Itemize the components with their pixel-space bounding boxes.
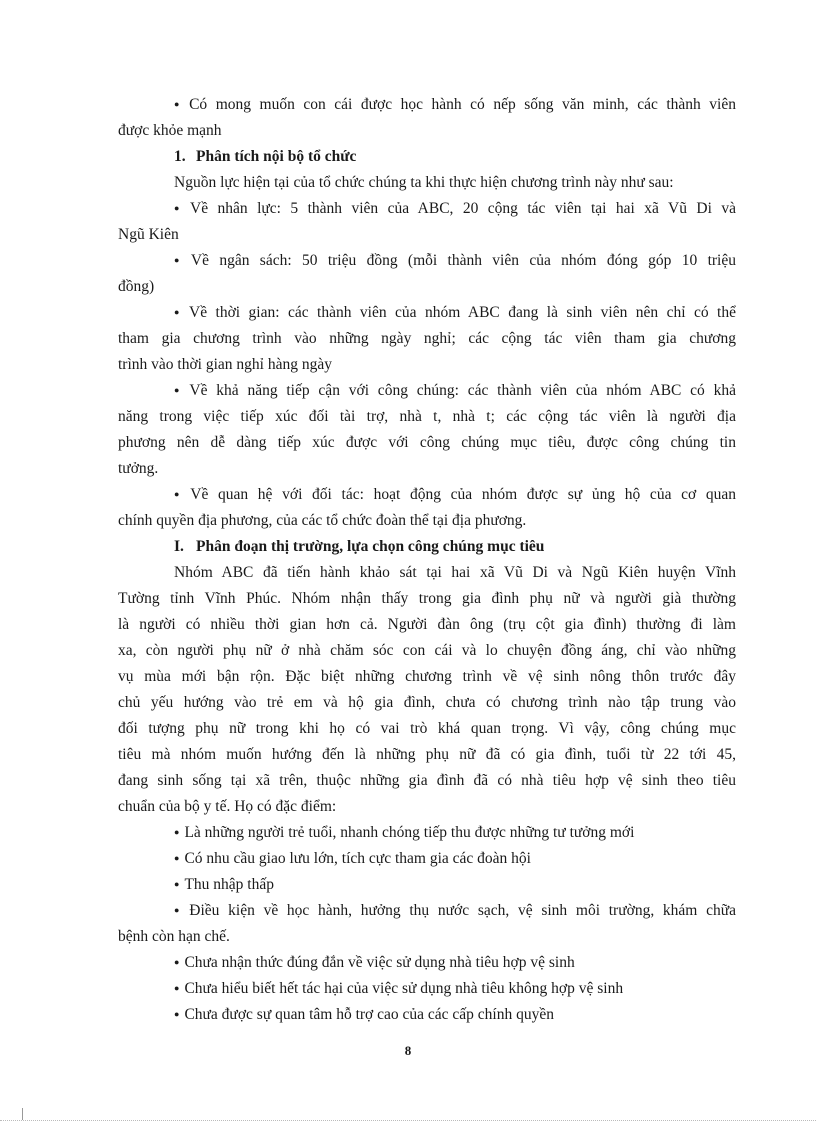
text-line: tiêu mà nhóm muốn hướng đến là những phụ nữ đã có gia đình, tuổi từ 22 tới 45, — [118, 746, 736, 763]
text-line: chủ yếu hướng vào trẻ em và hộ gia đình, chưa có chương trình nào tập trung vào — [118, 694, 736, 711]
text-line: được khỏe mạnh — [118, 122, 222, 139]
section-title: Phân đoạn thị trường, lựa chọn công chúng mục tiêu — [196, 538, 545, 555]
bullet-line: ● Có mong muốn con cái được học hành có nếp sống văn minh, các thành viên — [174, 92, 736, 118]
text-line: chuẩn của bộ y tế. Họ có đặc điểm: — [118, 798, 337, 815]
text-line: chính quyền địa phương, của các tổ chức đoàn thể tại địa phương. — [118, 512, 527, 529]
text-line: là người có nhiều thời gian hơn cả. Người đàn ông (trụ cột gia đình) thường đi làm — [118, 616, 736, 633]
bullet-line: ● Chưa nhận thức đúng đắn về việc sử dụng nhà tiêu hợp vệ sinh — [174, 950, 736, 976]
section-heading — [174, 534, 736, 560]
text-line: tưởng. — [118, 460, 159, 477]
bullet-line: ● Điều kiện về học hành, hưởng thụ nước sạch, vệ sinh môi trường, khám chữa — [174, 898, 736, 924]
text-line: phương nên dễ dàng tiếp xúc được với công chúng mục tiêu, được công chúng tin — [118, 434, 736, 451]
page-footer-divider — [0, 1120, 816, 1121]
text-line: năng trong việc tiếp xúc đối tài trợ, nhà t, nhà t; các cộng tác viên là người địa — [118, 408, 736, 425]
text-line: trình vào thời gian nghỉ hàng ngày — [118, 356, 332, 373]
text-line: đối tượng phụ nữ trong khi họ có vai trò khá quan trọng. Vì vậy, công chúng mục — [118, 720, 736, 737]
text-line: bệnh còn hạn chế. — [118, 928, 230, 945]
text-line: đang sinh sống tại xã trên, thuộc những gia đình đã có nhà tiêu hợp vệ sinh theo tiêu — [118, 772, 736, 789]
bullet-line: ● Là những người trẻ tuổi, nhanh chóng tiếp thu được những tư tưởng mới — [174, 820, 736, 846]
section-number: I. — [174, 538, 184, 555]
bullet-line: ● Về thời gian: các thành viên của nhóm ABC đang là sinh viên nên chỉ có thể — [174, 300, 736, 326]
bullet-line: ● Có nhu cầu giao lưu lớn, tích cực tham gia các đoàn hội — [174, 846, 736, 872]
text-line: Tường tỉnh Vĩnh Phúc. Nhóm nhận thấy trong gia đình phụ nữ và người già thường — [118, 590, 736, 607]
text-line: vụ mùa mới bận rộn. Đặc biệt những chương trình về vệ sinh nông thôn trước đây — [118, 668, 736, 685]
text-line: Nhóm ABC đã tiến hành khảo sát tại hai xã Vũ Di và Ngũ Kiên huyện Vĩnh — [174, 564, 736, 581]
bullet-line: ● Về khả năng tiếp cận với công chúng: các thành viên của nhóm ABC có khả — [174, 378, 736, 404]
bullet-line: ● Về quan hệ với đối tác: hoạt động của nhóm được sự ủng hộ của cơ quan — [174, 482, 736, 508]
section-heading — [174, 144, 736, 170]
document-body — [118, 92, 737, 1028]
text-line: tham gia chương trình vào những ngày nghỉ; các cộng tác viên tham gia chương — [118, 330, 736, 347]
section-number: 1. — [174, 148, 186, 165]
bullet-line: ● Thu nhập thấp — [174, 872, 736, 898]
text-line: đồng) — [118, 278, 155, 295]
page-corner-mark — [22, 1108, 23, 1120]
text-line: xa, còn người phụ nữ ở nhà chăm sóc con cái và lo chuyện đồng áng, chỉ vào những — [118, 642, 736, 659]
bullet-line: ● Chưa hiểu biết hết tác hại của việc sử dụng nhà tiêu không hợp vệ sinh — [174, 976, 736, 1002]
bullet-line: ● Về ngân sách: 50 triệu đồng (mỗi thành viên của nhóm đóng góp 10 triệu — [174, 248, 736, 274]
text-line: Ngũ Kiên — [118, 226, 179, 243]
section-title: Phân tích nội bộ tổ chức — [196, 148, 357, 165]
page-number: 8 — [404, 1043, 412, 1058]
bullet-line: ● Về nhân lực: 5 thành viên của ABC, 20 cộng tác viên tại hai xã Vũ Di và — [174, 196, 736, 222]
text-line: Nguồn lực hiện tại của tổ chức chúng ta khi thực hiện chương trình này như sau: — [174, 174, 674, 191]
bullet-line: ● Chưa được sự quan tâm hỗ trợ cao của các cấp chính quyền — [174, 1002, 736, 1028]
